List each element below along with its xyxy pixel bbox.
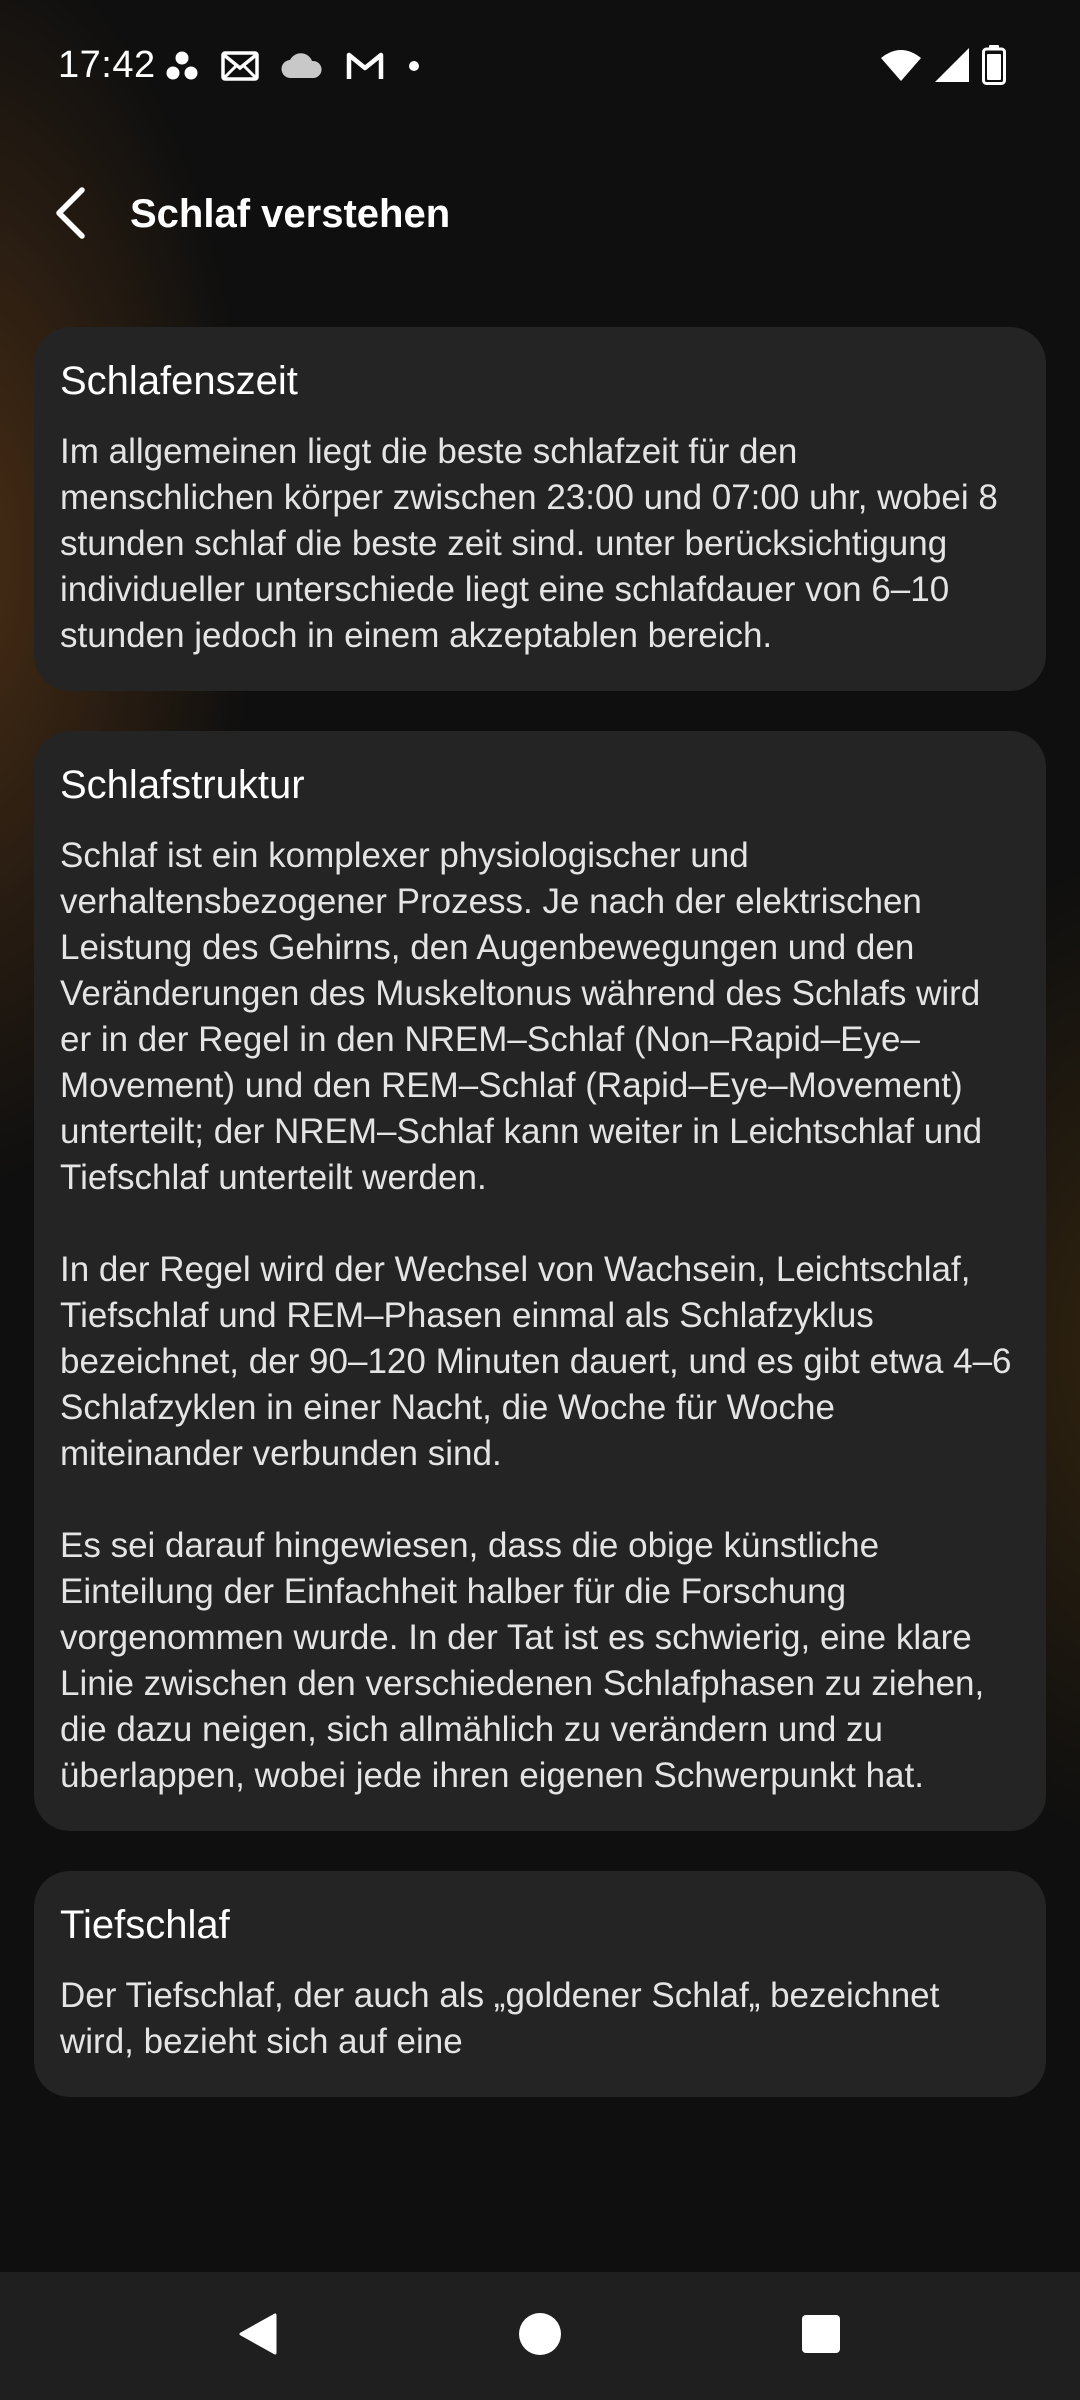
system-icons — [880, 46, 1006, 88]
card-paragraph: Der Tiefschlaf, der auch als „goldener Schlaf„ bezeichnet wird, bezieht sich auf eine — [60, 1976, 940, 2061]
back-button[interactable] — [40, 180, 100, 250]
card-schlafenszeit — [34, 327, 1046, 691]
card-title: Schlafstruktur — [60, 763, 305, 807]
nav-home-icon — [517, 2311, 563, 2362]
nav-home-button[interactable] — [500, 2296, 580, 2376]
mail-icon — [221, 51, 259, 86]
gmail-icon — [345, 51, 385, 86]
card-paragraph: In der Regel wird der Wechsel von Wachsein, Leichtschlaf, Tiefschlaf und REM–Phasen einmal als Schlafzyklus bezeichnet, der 90–120 Minuten dauert, und es gibt etwa 4–6 Schlafzyklen in einer Nacht, die Woche für Woche miteinander verbunden sind. — [60, 1250, 1012, 1473]
nav-back-icon — [235, 2311, 281, 2362]
card-paragraph: Im allgemeinen liegt die beste schlafzeit für den menschlichen körper zwischen 23:00 und 07:00 uhr, wobei 8 stunden schlaf die beste zeit sind. unter berücksichtigung individueller unterschiede liegt eine schlafdauer von 6–10 stunden jedoch in einem akzeptablen bereich. — [60, 432, 998, 655]
nav-back-button[interactable] — [218, 2296, 298, 2376]
system-nav-bar — [0, 2272, 1080, 2400]
cloud-icon — [281, 52, 323, 85]
content-scroll-area[interactable] — [34, 327, 1046, 2235]
notification-icons — [165, 48, 421, 88]
battery-icon — [982, 45, 1006, 90]
dot-icon — [407, 59, 421, 78]
card-title: Schlafenszeit — [60, 359, 298, 403]
card-title: Tiefschlaf — [60, 1903, 230, 1947]
card-paragraph: Schlaf ist ein komplexer physiologischer und verhaltensbezogener Prozess. Je nach der elektrischen Leistung des Gehirns, den Augenbewegungen und den Veränderungen des Muskeltonus während des Schlafs wird er in der Regel in den NREM–Schlaf (Non–Rapid–Eye–Movement) und den REM–Schlaf (Rapid–Eye–Movement) unterteilt; der NREM–Schlaf kann weiter in Leichtschlaf und Tiefschlaf unterteilt werden. — [60, 836, 983, 1197]
chevron-left-icon — [52, 187, 88, 244]
nav-recents-icon — [800, 2313, 842, 2360]
app-header — [0, 170, 1080, 260]
card-tiefschlaf — [34, 1871, 1046, 2097]
wifi-icon — [880, 48, 922, 87]
nav-recents-button[interactable] — [781, 2296, 861, 2376]
slack-icon — [165, 49, 199, 88]
card-paragraph: Es sei darauf hingewiesen, dass die obige künstliche Einteilung der Einfachheit halber für die Forschung vorgenommen wurde. In der Tat ist es schwierig, eine klare Linie zwischen den verschiedenen Schlafphasen zu ziehen, die dazu neigen, sich allmählich zu verändern und zu überlappen, wobei jede ihren eigenen Schwerpunkt hat. — [60, 1526, 985, 1795]
status-bar — [0, 0, 1080, 130]
card-schlafstruktur — [34, 731, 1046, 1831]
page-title: Schlaf verstehen — [130, 192, 451, 236]
status-time: 17:42 — [58, 44, 156, 86]
signal-icon — [934, 47, 970, 88]
